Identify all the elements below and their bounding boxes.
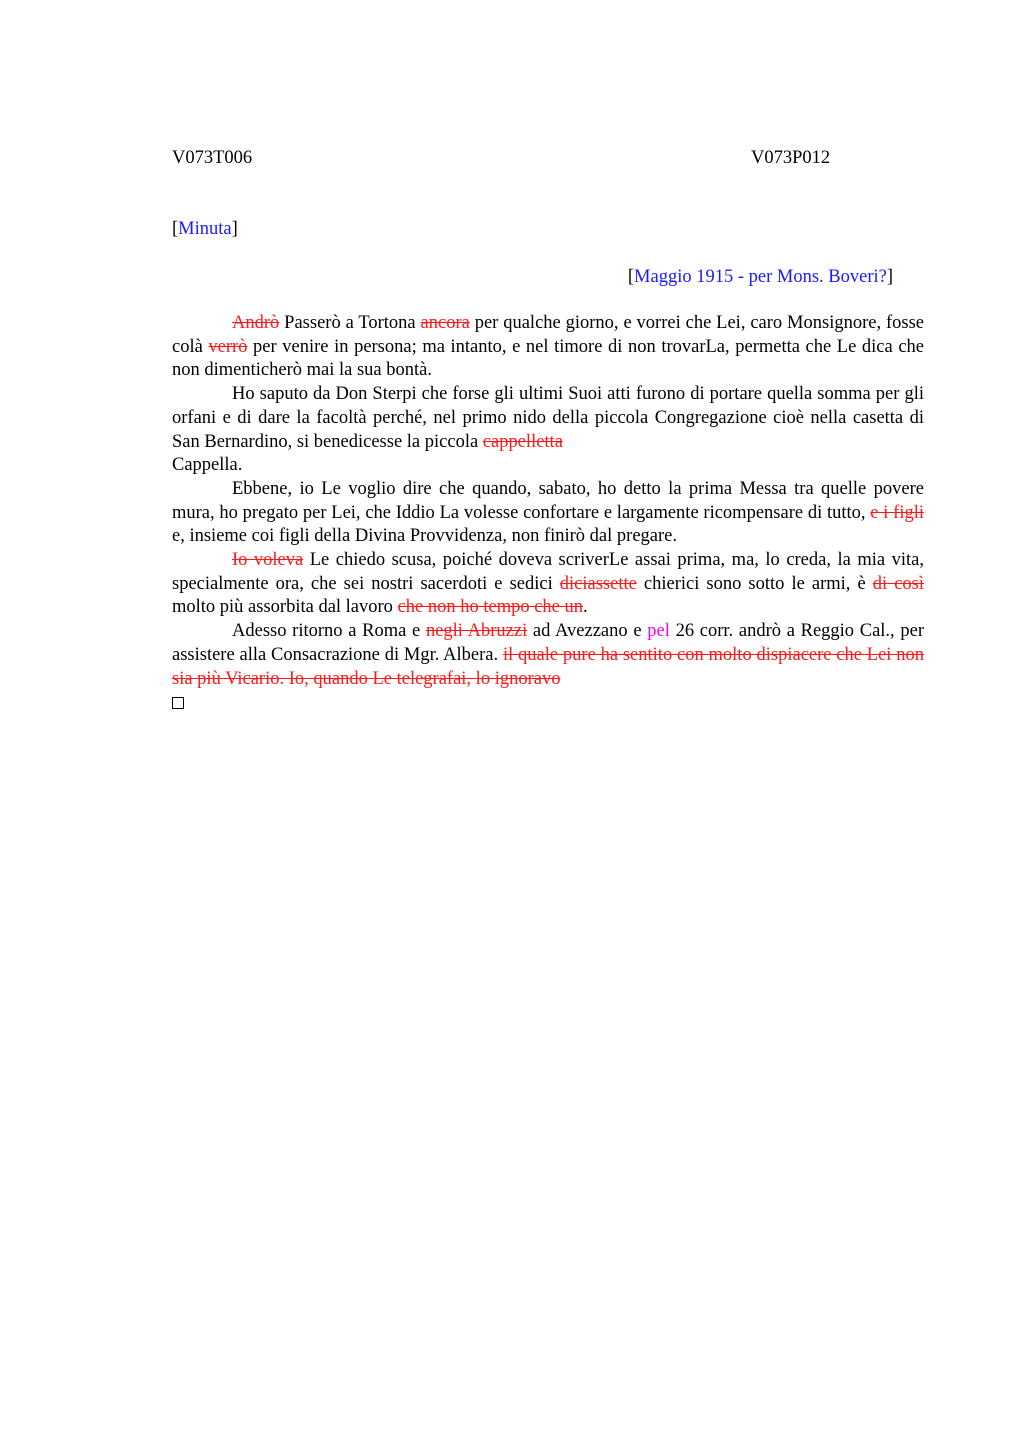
paragraph-4 [172,549,924,620]
text-run: 26 corr. andrò a Reggio Cal., per assistere alla Consacrazione di Mgr. Albera. [172,621,925,665]
bracket-open: [ [627,267,635,287]
deleted-text: e i figli [870,502,925,523]
deleted-text: che non ho tempo che un [397,597,584,618]
text-run: Ebbene, io Le voglio dire che quando, sabato, ho detto la prima Messa tra quelle povere mura, ho pregato per Lei, che Iddio La volesse confortare e largamente ricompensare di tutto, [172,478,924,523]
end-marker [172,691,924,717]
deleted-text: diciassette [559,573,637,594]
text-run: molto più assorbita dal lavoro [172,597,398,618]
document-code-right: V073P012 [751,148,831,168]
text-run: Adesso ritorno a Roma e [232,621,426,642]
deleted-text: Andrò [232,313,280,333]
text-run: Ho saputo da Don Sterpi che forse gli ultimi Suoi atti furono di portare quella somma per gli orfani e di dare la facoltà perché, nel primo nido della piccola Congregazione cioè nella casetta di San Bernardino, si benedicesse la piccola [172,384,924,452]
paragraph-5 [172,620,924,691]
document-code-left: V073T006 [172,148,253,168]
deleted-text: il quale pure ha sentito con molto dispiacere che Lei non sia più Vicario. Io, quando Le telegrafai, lo ignoravo [172,644,924,689]
paragraph-1 [172,312,924,383]
text-run: chierici sono sotto le armi, è [636,573,873,594]
paragraph-3 [172,478,924,549]
text-run: e, insieme coi figli della Divina Provvidenza, non finirò dal pregare. [172,526,677,547]
deleted-text: negli Abruzzi [425,621,528,642]
text-run: Passerò a Tortona [279,313,421,333]
bracket-close: ] [886,267,893,287]
deleted-text: ancora [420,313,470,333]
bracket-close: ] [231,219,238,239]
added-text: pel [647,621,670,642]
text-run: ad Avezzano e [527,621,648,642]
dateline [628,265,893,289]
letter-body [172,312,924,717]
text-run: per qualche giorno, e vorrei che Lei, caro Monsignore, fosse colà [172,313,925,357]
text-run: per venire in persona; ma intanto, e nel timore di non trovarLa, permetta che Le dica che non dimenticherò mai la sua bontà. [172,336,924,381]
deleted-text: cappelletta [482,431,563,452]
text-run: . [583,597,588,618]
bracket-open: [ [172,219,179,239]
deleted-text: verrò [208,336,248,357]
minuta-label [172,217,238,241]
deleted-text: Io voleva [232,550,304,571]
text-run: Cappella. [172,455,243,476]
minuta-text: Minuta [178,219,232,239]
text-run: Le chiedo scusa, poiché doveva scriverLe assai prima, ma, lo creda, la mia vita, specialmente ora, che sei nostri sacerdoti e sedici [172,550,924,594]
empty-square-icon [172,697,184,709]
deleted-text: di così [872,573,924,594]
paragraph-2 [172,383,924,478]
dateline-text: Maggio 1915 - per Mons. Boveri? [634,267,887,287]
